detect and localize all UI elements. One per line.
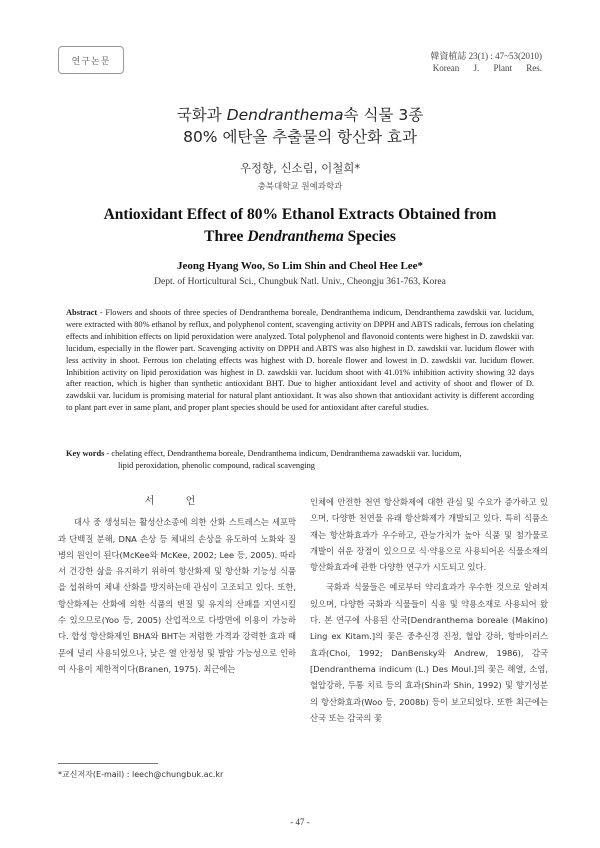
- body-right-column: [310, 494, 548, 730]
- journal-citation-line1: 韓資植誌 23(1) : 47~53(2010): [430, 51, 542, 61]
- korean-title: [0, 104, 600, 148]
- footnote-divider: [58, 763, 158, 764]
- keywords-line2: lipid peroxidation, phenolic compound, radical scavenging: [118, 461, 315, 470]
- body-paragraph: 대사 중 생성되는 활성산소종에 의한 산화 스트레스는 세포막과 단백질 분해, DNA 손상 등 체내의 손상을 유도하여 노화와 질병의 원인이 된다(McKee와 McKee, 2002; Lee 등, 2005). 따라서 건강한 삶을 유지하기 위하여 항산화제 및 항산화 기능성 식품을 섭취하여 체내 산화를 방지하는데 관심이 고조되고 있다. 또한, 항산화제는 산화에 의한 식품의 변질 및 유지의 산패를 지연시킬 수 있으므로(Yoo 등, 2005) 산업적으로 다방면에 이용이 가능하다. 합성 항산화제인 BHA와 BHT는 저렴한 가격과 강력한 효과 때문에 널리 사용되었으나, 낮은 열 안정성 및 발암 가능성으로 인하여 사용이 제한적이다(Branen, 1975). 최근에는: [58, 517, 296, 674]
- keywords-label: Key words: [66, 449, 105, 458]
- abstract-label: Abstract: [66, 308, 98, 317]
- english-title-prefix: Three: [204, 228, 248, 245]
- journal-citation: [430, 50, 542, 74]
- keywords: [66, 448, 536, 472]
- english-title: [0, 204, 600, 248]
- section-heading: 서 언: [144, 496, 210, 507]
- abstract-text: - Flowers and shoots of three species of Dendranthema boreale, Dendranthema indicum, Dendranthema zawdskii var. lucidum, were extracted with 80% ethanol by reflux, and polyphenol content, scavenging activity on DPPH and ABTS radicals, ferrous ion chelating effects and inhibition effects on lipid peroxidation were analyzed. Total polyphenol and flavonoid contents were highest in D. zawdskii var. lucidum, especially in the flower part. Scavenging activity on DPPH and ABTS was also highest in D. zawdskii var. lucidum flower with less activity in shoot. Ferrous ion chelating effects was highest with D. boreale flower and lowest in D. zawdskii var. lucidum flower. Inhibition activity on lipid peroxidation was highest in D. zawdskii var. lucidum shoot with 41.01% inhibition activity showing 32 days after reaction, which is higher than synthetic antioxidant BHT. Due to higher antioxidant level and activity of shoot and flower of D. zawdskii var. lucidum is promising material for natural plant antioxidant. It was also shown that antioxidant activity is different according to plant part ever in same plant, and proper plant species should be used for antioxidant after careful studies.: [66, 308, 534, 413]
- abstract: [66, 307, 534, 414]
- english-title-line1: Antioxidant Effect of 80% Ethanol Extracts Obtained from: [103, 206, 497, 223]
- keywords-line1: - chelating effect, Dendranthema boreale, Dendranthema indicum, Dendranthema zawadskii var. lucidum,: [104, 449, 462, 458]
- body-paragraph: 국화과 식물들은 예로부터 약리효과가 우수한 것으로 알려져 있으며, 다양한 국화과 식물들이 식용 및 약용소재로 사용되어 왔다. 본 연구에 사용된 산국[Dendranthema boreale (Makino) Ling ex Kitam.]의 꽃은 중추신경 진정, 혈압 강하, 항바이러스 효과(Choi, 1992; DanBensky와 Andrew, 1986), 감국[Dendranthema indicum (L.) Des Moul.]의 꽃은 해열, 소염, 혈압강하, 두통 치료 등의 효과(Shin과 Shin, 1992) 및 향기성분의 항산화효과(Woo 등, 2008b) 등이 보고되었다. 또한 최근에는 산국 또는 감국의 꽃: [310, 582, 548, 723]
- english-title-suffix: Species: [343, 228, 396, 245]
- english-authors: Jeong Hyang Woo, So Lim Shin and Cheol Hee Lee*: [176, 260, 424, 272]
- korean-authors: 우정향, 신소림, 이철희*: [239, 161, 361, 175]
- korean-title-genus: Dendranthema: [226, 106, 344, 124]
- page-number: - 47 -: [290, 817, 310, 827]
- category-tag: 연구논문: [58, 46, 124, 74]
- korean-title-prefix: 국화과: [176, 106, 227, 124]
- english-title-genus: Dendranthema: [247, 228, 344, 245]
- journal-citation-line2: Korean J. Plant Res.: [432, 63, 542, 73]
- footnote: *교신저자(E-mail) : leech@chungbuk.ac.kr: [58, 770, 224, 779]
- english-affiliation: Dept. of Horticultural Sci., Chungbuk Natl. Univ., Cheongju 361-763, Korea: [154, 277, 446, 287]
- korean-affiliation: 충북대학교 원예과학과: [257, 182, 343, 192]
- korean-title-line2: 80% 에탄올 추출물의 항산화 효과: [183, 128, 417, 146]
- korean-title-suffix: 속 식물 3종: [343, 106, 424, 124]
- body-left-column: [58, 494, 296, 681]
- body-paragraph: 인체에 안전한 천연 항산화제에 대한 관심 및 수요가 증가하고 있으며, 다양한 천연물 유래 항산화제가 개발되고 있다. 특히 식품소재는 항산화효과가 우수하고, 관능가치가 높아 식품 및 첨가물로 개발이 쉬운 장점이 있으므로 식·약용으로 사용되어온 식물소재의 항산화효과에 관한 다양한 연구가 시도되고 있다.: [310, 497, 548, 573]
